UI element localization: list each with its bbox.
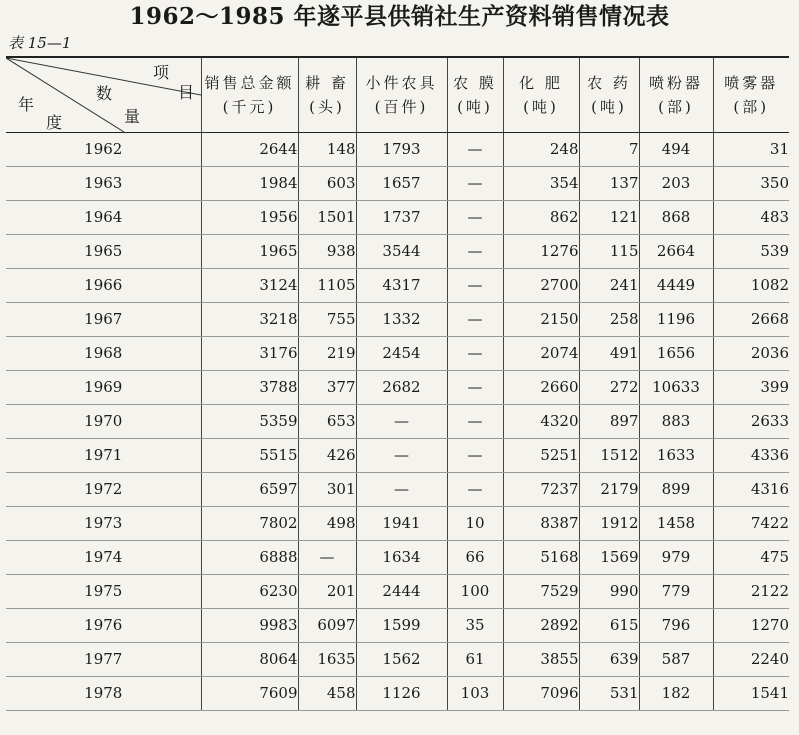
cell-fertilizer: 7237 <box>503 473 579 507</box>
cell-duster: 494 <box>639 133 713 167</box>
cell-duster: 10633 <box>639 371 713 405</box>
cell-fertilizer: 2892 <box>503 609 579 643</box>
cell-small-tools: 4317 <box>356 269 447 303</box>
cell-pesticide: 639 <box>579 643 639 677</box>
cell-draft-animals: 377 <box>298 371 356 405</box>
cell-small-tools: 1562 <box>356 643 447 677</box>
cell-small-tools: 1657 <box>356 167 447 201</box>
cell-small-tools: — <box>356 405 447 439</box>
table-row <box>6 507 789 541</box>
cell-draft-animals: 201 <box>298 575 356 609</box>
cell-plastic-film: — <box>447 371 503 405</box>
cell-plastic-film: 35 <box>447 609 503 643</box>
table-row <box>6 303 789 337</box>
cell-duster: 1458 <box>639 507 713 541</box>
cell-duster: 796 <box>639 609 713 643</box>
cell-plastic-film: — <box>447 439 503 473</box>
cell-sprayer: 4316 <box>713 473 789 507</box>
cell-year: 1969 <box>6 371 201 405</box>
cell-sprayer: 7422 <box>713 507 789 541</box>
cell-draft-animals: 653 <box>298 405 356 439</box>
col-unit: (百件) <box>374 98 429 116</box>
cell-plastic-film: — <box>447 133 503 167</box>
cell-draft-animals: 603 <box>298 167 356 201</box>
cell-small-tools: 1941 <box>356 507 447 541</box>
table-row <box>6 167 789 201</box>
cell-plastic-film: — <box>447 269 503 303</box>
cell-pesticide: 7 <box>579 133 639 167</box>
cell-duster: 203 <box>639 167 713 201</box>
cell-total-sales: 3124 <box>201 269 298 303</box>
cell-pesticide: 121 <box>579 201 639 235</box>
cell-duster: 587 <box>639 643 713 677</box>
cell-small-tools: 2444 <box>356 575 447 609</box>
cell-total-sales: 3788 <box>201 371 298 405</box>
cell-plastic-film: — <box>447 405 503 439</box>
table-row <box>6 643 789 677</box>
cell-total-sales: 1965 <box>201 235 298 269</box>
cell-duster: 1656 <box>639 337 713 371</box>
cell-total-sales: 6888 <box>201 541 298 575</box>
col-header-draft-animals <box>298 57 356 133</box>
corner-year-char-2: 度 <box>46 113 63 132</box>
table-row <box>6 609 789 643</box>
cell-year: 1966 <box>6 269 201 303</box>
table-row <box>6 575 789 609</box>
diagonal-corner-header <box>6 57 201 133</box>
cell-plastic-film: — <box>447 337 503 371</box>
header-row <box>6 57 789 133</box>
col-name: 耕 畜 <box>305 74 349 92</box>
cell-total-sales: 2644 <box>201 133 298 167</box>
cell-small-tools: 1793 <box>356 133 447 167</box>
cell-fertilizer: 2700 <box>503 269 579 303</box>
cell-duster: 2664 <box>639 235 713 269</box>
cell-plastic-film: 10 <box>447 507 503 541</box>
cell-draft-animals: 938 <box>298 235 356 269</box>
cell-pesticide: 137 <box>579 167 639 201</box>
col-name: 农 药 <box>587 74 631 92</box>
cell-fertilizer: 2150 <box>503 303 579 337</box>
cell-total-sales: 3218 <box>201 303 298 337</box>
cell-sprayer: 1082 <box>713 269 789 303</box>
cell-pesticide: 491 <box>579 337 639 371</box>
cell-fertilizer: 1276 <box>503 235 579 269</box>
cell-year: 1962 <box>6 133 201 167</box>
cell-sprayer: 399 <box>713 371 789 405</box>
col-unit: (吨) <box>457 98 493 116</box>
sales-table <box>6 56 789 711</box>
cell-total-sales: 7609 <box>201 677 298 711</box>
table-row <box>6 201 789 235</box>
cell-duster: 1633 <box>639 439 713 473</box>
cell-plastic-film: 66 <box>447 541 503 575</box>
cell-sprayer: 483 <box>713 201 789 235</box>
cell-fertilizer: 354 <box>503 167 579 201</box>
table-row <box>6 439 789 473</box>
corner-year-char-1: 年 <box>18 95 35 114</box>
cell-sprayer: 1541 <box>713 677 789 711</box>
col-header-plastic-film <box>447 57 503 133</box>
cell-duster: 868 <box>639 201 713 235</box>
cell-year: 1974 <box>6 541 201 575</box>
table-row <box>6 677 789 711</box>
cell-draft-animals: 6097 <box>298 609 356 643</box>
table-row <box>6 269 789 303</box>
cell-sprayer: 2036 <box>713 337 789 371</box>
corner-item-char-2: 目 <box>178 83 195 102</box>
cell-year: 1977 <box>6 643 201 677</box>
cell-small-tools: — <box>356 439 447 473</box>
cell-duster: 4449 <box>639 269 713 303</box>
col-unit: (部) <box>733 98 770 116</box>
cell-plastic-film: 61 <box>447 643 503 677</box>
cell-small-tools: 1599 <box>356 609 447 643</box>
corner-item-char-1: 项 <box>153 63 170 82</box>
cell-pesticide: 272 <box>579 371 639 405</box>
cell-fertilizer: 4320 <box>503 405 579 439</box>
cell-small-tools: 1332 <box>356 303 447 337</box>
cell-pesticide: 531 <box>579 677 639 711</box>
corner-quantity-char-2: 量 <box>124 107 141 126</box>
cell-year: 1963 <box>6 167 201 201</box>
cell-total-sales: 1956 <box>201 201 298 235</box>
cell-pesticide: 115 <box>579 235 639 269</box>
table-row <box>6 541 789 575</box>
cell-sprayer: 350 <box>713 167 789 201</box>
col-header-pesticide <box>579 57 639 133</box>
cell-fertilizer: 7096 <box>503 677 579 711</box>
cell-plastic-film: — <box>447 201 503 235</box>
cell-year: 1978 <box>6 677 201 711</box>
col-header-small-tools <box>356 57 447 133</box>
cell-pesticide: 897 <box>579 405 639 439</box>
table-row <box>6 371 789 405</box>
cell-small-tools: 2682 <box>356 371 447 405</box>
cell-sprayer: 539 <box>713 235 789 269</box>
col-header-sprayer <box>713 57 789 133</box>
cell-draft-animals: 755 <box>298 303 356 337</box>
cell-pesticide: 241 <box>579 269 639 303</box>
table-body <box>6 133 789 711</box>
cell-year: 1973 <box>6 507 201 541</box>
cell-fertilizer: 862 <box>503 201 579 235</box>
col-name: 喷雾器 <box>724 74 779 92</box>
cell-draft-animals: — <box>298 541 356 575</box>
cell-small-tools: 1634 <box>356 541 447 575</box>
cell-total-sales: 9983 <box>201 609 298 643</box>
cell-year: 1965 <box>6 235 201 269</box>
col-name: 喷粉器 <box>648 74 703 92</box>
cell-duster: 182 <box>639 677 713 711</box>
cell-duster: 1196 <box>639 303 713 337</box>
col-header-duster <box>639 57 713 133</box>
col-name: 农 膜 <box>453 74 497 92</box>
cell-pesticide: 2179 <box>579 473 639 507</box>
col-unit: (头) <box>309 98 345 116</box>
cell-small-tools: 2454 <box>356 337 447 371</box>
cell-plastic-film: 103 <box>447 677 503 711</box>
cell-year: 1972 <box>6 473 201 507</box>
col-name: 小件农具 <box>365 74 438 92</box>
cell-pesticide: 258 <box>579 303 639 337</box>
cell-draft-animals: 498 <box>298 507 356 541</box>
col-header-fertilizer <box>503 57 579 133</box>
col-unit: (吨) <box>523 98 559 116</box>
cell-plastic-film: — <box>447 473 503 507</box>
corner-quantity-char-1: 数 <box>96 84 113 103</box>
table-row <box>6 235 789 269</box>
cell-plastic-film: 100 <box>447 575 503 609</box>
cell-draft-animals: 426 <box>298 439 356 473</box>
cell-small-tools: 3544 <box>356 235 447 269</box>
cell-sprayer: 2122 <box>713 575 789 609</box>
table-row <box>6 133 789 167</box>
cell-fertilizer: 7529 <box>503 575 579 609</box>
cell-pesticide: 1912 <box>579 507 639 541</box>
cell-fertilizer: 248 <box>503 133 579 167</box>
cell-fertilizer: 3855 <box>503 643 579 677</box>
cell-small-tools: 1126 <box>356 677 447 711</box>
cell-total-sales: 5359 <box>201 405 298 439</box>
cell-fertilizer: 5251 <box>503 439 579 473</box>
table-row <box>6 405 789 439</box>
cell-sprayer: 2668 <box>713 303 789 337</box>
cell-draft-animals: 1105 <box>298 269 356 303</box>
cell-total-sales: 8064 <box>201 643 298 677</box>
col-name: 销售总金额 <box>204 74 295 92</box>
cell-duster: 779 <box>639 575 713 609</box>
col-name: 化 肥 <box>519 74 563 92</box>
cell-year: 1976 <box>6 609 201 643</box>
cell-small-tools: — <box>356 473 447 507</box>
cell-total-sales: 6597 <box>201 473 298 507</box>
cell-fertilizer: 2074 <box>503 337 579 371</box>
cell-total-sales: 3176 <box>201 337 298 371</box>
cell-duster: 883 <box>639 405 713 439</box>
cell-year: 1964 <box>6 201 201 235</box>
cell-duster: 979 <box>639 541 713 575</box>
cell-year: 1967 <box>6 303 201 337</box>
cell-sprayer: 2240 <box>713 643 789 677</box>
cell-total-sales: 1984 <box>201 167 298 201</box>
col-header-total-sales <box>201 57 298 133</box>
cell-plastic-film: — <box>447 235 503 269</box>
cell-fertilizer: 8387 <box>503 507 579 541</box>
table-row <box>6 473 789 507</box>
cell-pesticide: 990 <box>579 575 639 609</box>
col-unit: (吨) <box>591 98 627 116</box>
cell-sprayer: 2633 <box>713 405 789 439</box>
cell-plastic-film: — <box>447 167 503 201</box>
cell-draft-animals: 1501 <box>298 201 356 235</box>
cell-total-sales: 7802 <box>201 507 298 541</box>
table-number: 表 15—1 <box>8 34 72 52</box>
cell-plastic-film: — <box>447 303 503 337</box>
cell-year: 1975 <box>6 575 201 609</box>
cell-pesticide: 1569 <box>579 541 639 575</box>
cell-sprayer: 4336 <box>713 439 789 473</box>
cell-draft-animals: 301 <box>298 473 356 507</box>
col-unit: (部) <box>658 98 694 116</box>
cell-duster: 899 <box>639 473 713 507</box>
table-row <box>6 337 789 371</box>
cell-draft-animals: 219 <box>298 337 356 371</box>
cell-draft-animals: 458 <box>298 677 356 711</box>
cell-total-sales: 6230 <box>201 575 298 609</box>
cell-draft-animals: 1635 <box>298 643 356 677</box>
page-title: 1962～1985 年遂平县供销社生产资料销售情况表 <box>129 3 670 30</box>
cell-year: 1971 <box>6 439 201 473</box>
col-unit: (千元) <box>222 98 277 116</box>
cell-year: 1968 <box>6 337 201 371</box>
cell-fertilizer: 2660 <box>503 371 579 405</box>
cell-pesticide: 1512 <box>579 439 639 473</box>
cell-year: 1970 <box>6 405 201 439</box>
cell-small-tools: 1737 <box>356 201 447 235</box>
cell-draft-animals: 148 <box>298 133 356 167</box>
cell-sprayer: 475 <box>713 541 789 575</box>
cell-sprayer: 31 <box>713 133 789 167</box>
cell-pesticide: 615 <box>579 609 639 643</box>
cell-total-sales: 5515 <box>201 439 298 473</box>
cell-fertilizer: 5168 <box>503 541 579 575</box>
cell-sprayer: 1270 <box>713 609 789 643</box>
